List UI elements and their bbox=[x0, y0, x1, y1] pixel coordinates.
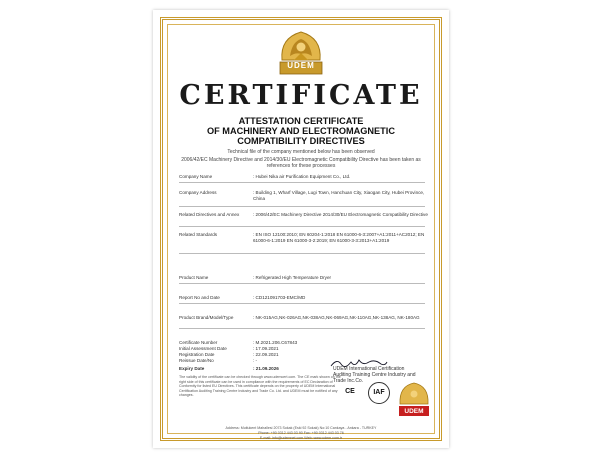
udem-brand-text-small: UDEM bbox=[404, 408, 424, 415]
udem-lion-logo bbox=[276, 26, 326, 78]
field-label: Related Directives and Annex bbox=[179, 212, 240, 217]
field-label: Product Brand/Model/Type bbox=[179, 315, 234, 320]
certificate-sheet bbox=[153, 10, 449, 448]
divider bbox=[179, 303, 425, 304]
footer-web: E-mail: info@udemnet.com Web: www.udem.com.tr bbox=[259, 436, 343, 440]
field-value: : Hubei Nika air Purification Equipment Co., Ltd. bbox=[253, 174, 351, 179]
field-label: Certificate Number bbox=[179, 340, 218, 345]
field-label: Product Name bbox=[179, 275, 209, 280]
divider bbox=[179, 182, 425, 183]
subtitle-line-2: OF MACHINERY AND ELECTROMAGNETIC bbox=[206, 126, 395, 136]
field-label: Company Address bbox=[179, 190, 217, 195]
ce-mark: CE bbox=[345, 388, 355, 395]
field-value: : Building 1, Wharf Village, Lugi Town, Hanchuan City, Xiaogan City, Hubei Province, China bbox=[253, 190, 425, 201]
field-label: Report No and Date bbox=[179, 295, 220, 300]
issuer-name: UDEM International Certification Auditing Training Centre Industry and Trade Inc.Co. bbox=[333, 366, 416, 384]
divider bbox=[179, 206, 425, 207]
subtitle-line-1: ATTESTATION CERTIFICATE bbox=[238, 116, 364, 126]
footer-address: Address: Mutlukent Mahallesi 2073 Sokak (Eski 92 Sokak) No:10 Cankaya - Ankara - TURKEY bbox=[225, 426, 377, 430]
field-value: : - bbox=[253, 358, 258, 363]
field-value: : 21.09.2026 bbox=[253, 366, 279, 371]
field-value: : 22.09.2021 bbox=[253, 352, 279, 357]
field-value: : NK-015AG,NK-026AG,NK-038AG,NK-069AG,NK-110AG,NK-138AG, NK-180AG bbox=[253, 315, 420, 320]
udem-brand-text: UDEM bbox=[287, 61, 315, 70]
subtitle-line-3: COMPATIBILITY DIRECTIVES bbox=[237, 136, 365, 146]
divider bbox=[179, 226, 425, 227]
field-value: : 2006/42/EC Machinery Directive 2014/30/EU Electromagnetic Compatibility Directive bbox=[253, 212, 428, 217]
field-label: Expiry Date bbox=[179, 366, 205, 371]
technical-file-note: Technical file of the company mentioned below has been observed bbox=[227, 149, 375, 155]
divider bbox=[179, 328, 425, 329]
fine-print: The validity of the certificate can be checked through www.udemcert.com. The CE mark shown on the right side of this certificate can be used in compliance with the requirements of EC Declaration of Conformity for listed EU Directives. This certificate depends on the property of UDEM International Certification Auditing Training Centre Industry and Trade Co. Ltd. and UDEM must be notified of any changes. bbox=[179, 375, 341, 398]
footer-contact: Phone: +90 0312 443 03 90 Fax: +90 0312 443 03 76 bbox=[258, 431, 344, 435]
field-value: : EN ISO 12100:2010; EN 60204-1:2018 EN 61000-6-3:2007+A1:2011+AC2012; EN 61000-6-1:2019 EN 61000-3-2:2019; EN 61000-3-3:2013+A1:2019 bbox=[253, 232, 425, 243]
field-value: : M.2021.206.C67843 bbox=[253, 340, 298, 345]
field-value: : 17.09.2021 bbox=[253, 346, 279, 351]
directive-note: 2006/42/EC Machinery Directive and 2014/30/EU Electromagnetic Compatibility Directive has been taken as references for these processes bbox=[181, 157, 421, 169]
accreditation-badge: IAF bbox=[368, 382, 390, 404]
field-value: : CD121091703-EMC/MD bbox=[253, 295, 306, 300]
certificate-title: CERTIFICATE bbox=[179, 80, 423, 111]
field-label: Related Standards bbox=[179, 232, 218, 237]
field-label: Company Name bbox=[179, 174, 213, 179]
divider bbox=[179, 283, 425, 284]
field-label: Reissue Date/No bbox=[179, 358, 214, 363]
field-label: Registration Date bbox=[179, 352, 215, 357]
divider bbox=[179, 253, 425, 254]
field-label: Initial Assessment Date bbox=[179, 346, 227, 351]
field-value: : Refrigerated High Temperature Dryer bbox=[253, 275, 332, 280]
